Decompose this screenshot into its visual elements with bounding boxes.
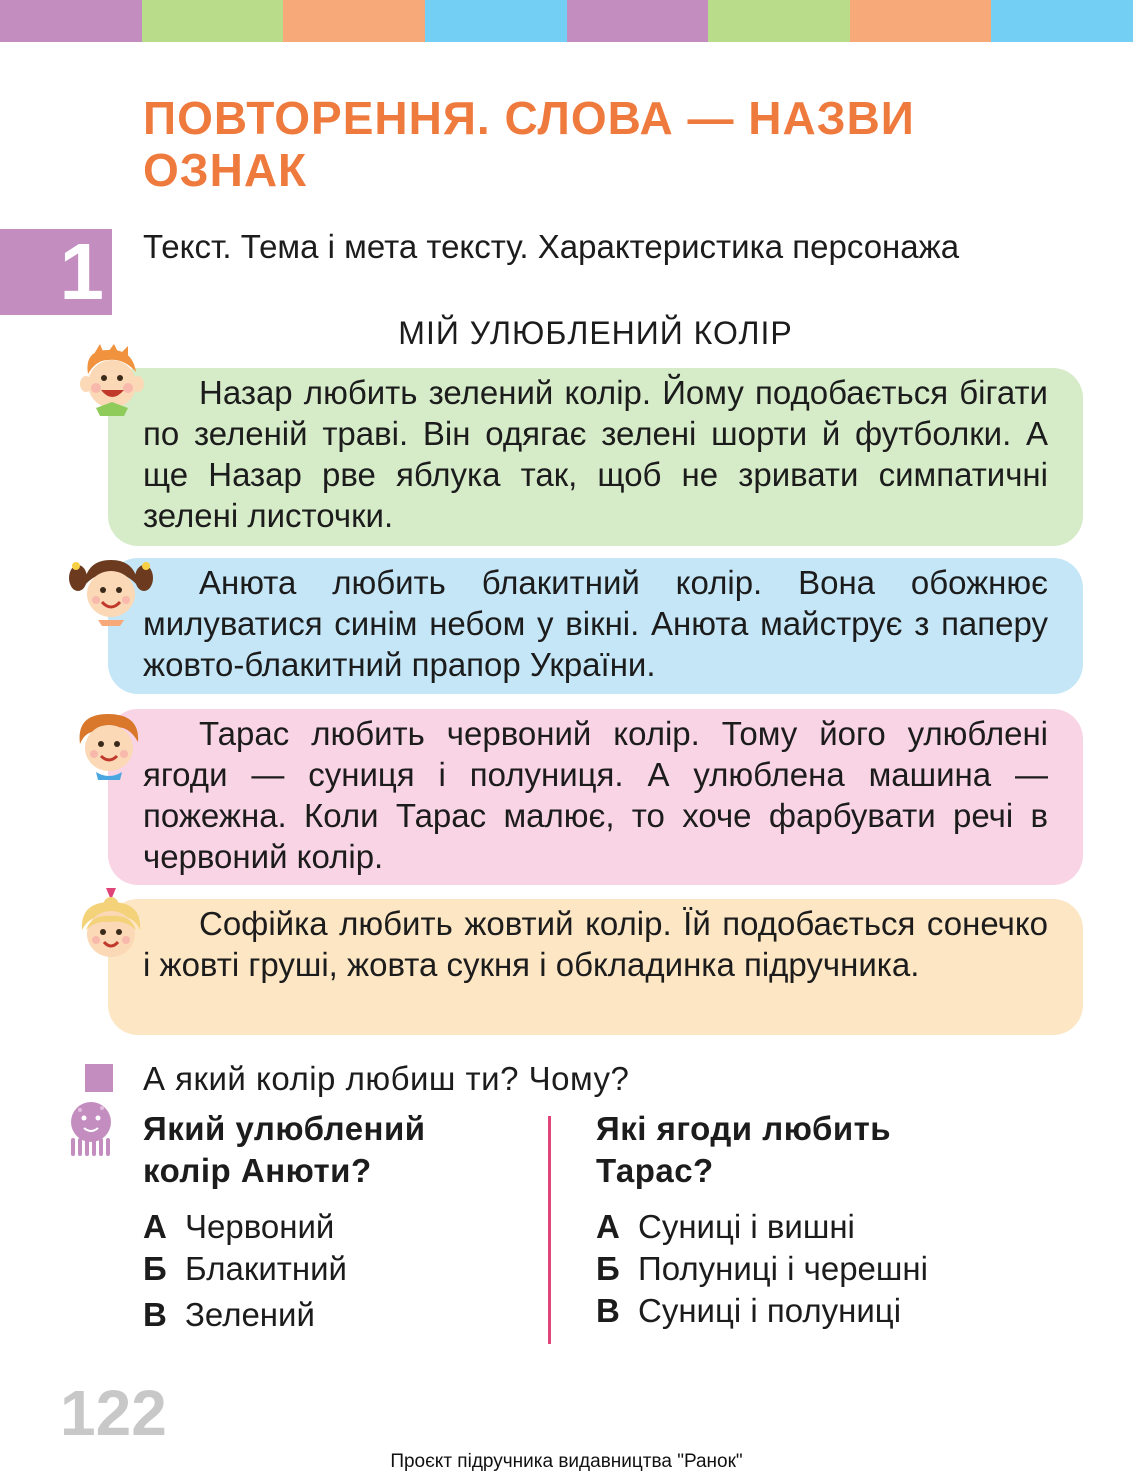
story-title: МІЙ УЛЮБЛЕНИЙ КОЛІР bbox=[398, 315, 793, 351]
option-letter: А bbox=[596, 1208, 620, 1245]
quiz-right-option-a[interactable] bbox=[596, 1206, 928, 1248]
blonde-girl-face-icon bbox=[76, 884, 146, 964]
title-line-1: ПОВТОРЕННЯ. СЛОВА — НАЗВИ bbox=[143, 92, 915, 144]
stripe-segment bbox=[425, 0, 567, 42]
question-bullet bbox=[85, 1064, 113, 1092]
option-letter: Б bbox=[143, 1250, 167, 1287]
quiz-left-question-line-2: колір Анюти? bbox=[143, 1152, 372, 1189]
stripe-segment bbox=[0, 0, 142, 42]
quiz-left-option-a[interactable] bbox=[143, 1206, 426, 1248]
option-letter: В bbox=[143, 1296, 167, 1333]
story-card-taras bbox=[108, 709, 1083, 885]
stripe-segment bbox=[567, 0, 709, 42]
quiz-left bbox=[143, 1108, 426, 1336]
stripe-segment bbox=[991, 0, 1133, 42]
story-paragraph-anyuta: Анюта любить блакитний колір. Вона обожнює милуватися синім небом у вікні. Анюта майструє з паперу жовто-блакитний прапор України. bbox=[143, 564, 1048, 683]
stripe-segment bbox=[708, 0, 850, 42]
boy-face-icon bbox=[74, 344, 150, 418]
stripe-segment bbox=[142, 0, 284, 42]
stripe-segment bbox=[283, 0, 425, 42]
lesson-subtitle: Текст. Тема і мета тексту. Характеристика персонажа bbox=[143, 228, 960, 265]
boy-face-icon bbox=[72, 710, 146, 782]
lesson-number-badge bbox=[0, 229, 112, 315]
option-letter: В bbox=[596, 1292, 620, 1329]
quiz-left-option-b[interactable] bbox=[143, 1248, 426, 1290]
option-text: Суниці і полуниці bbox=[638, 1292, 902, 1329]
story-card-nazar bbox=[108, 368, 1083, 546]
title-line-2: ОЗНАК bbox=[143, 144, 308, 196]
option-letter: А bbox=[143, 1208, 167, 1245]
column-divider bbox=[548, 1116, 551, 1344]
lesson-number: 1 bbox=[59, 227, 104, 316]
quiz-left-option-c[interactable] bbox=[143, 1294, 426, 1336]
option-text: Суниці і вишні bbox=[638, 1208, 855, 1245]
story-paragraph-nazar: Назар любить зелений колір. Йому подобається бігати по зеленій траві. Він одягає зелені шорти й футболки. А ще Назар рве яблука так, щоб не зривати симпатичні зелені листочки. bbox=[143, 374, 1048, 534]
page-title bbox=[143, 92, 1043, 196]
discussion-question: А який колір любиш ти? Чому? bbox=[143, 1060, 630, 1097]
quiz-left-question bbox=[143, 1108, 426, 1192]
quiz-right-question-line-1: Які ягоди любить bbox=[596, 1110, 892, 1147]
quiz-left-question-line-1: Який улюблений bbox=[143, 1110, 426, 1147]
option-text: Полуниці і черешні bbox=[638, 1250, 928, 1287]
option-text: Блакитний bbox=[185, 1250, 347, 1287]
story-paragraph-sofiyka: Софійка любить жовтий колір. Їй подобається сонечко і жовті груші, жовта сукня і обкладинка підручника. bbox=[143, 905, 1048, 983]
quiz-right bbox=[596, 1108, 928, 1332]
quiz-right-option-b[interactable] bbox=[596, 1248, 928, 1290]
option-text: Червоний bbox=[185, 1208, 335, 1245]
quiz-right-option-c[interactable] bbox=[596, 1290, 928, 1332]
publisher-footer: Проєкт підручника видавництва "Ранок" bbox=[390, 1451, 743, 1472]
story-card-sofiyka bbox=[108, 899, 1083, 1035]
girl-with-pigtails-face-icon bbox=[66, 556, 156, 630]
stripe-segment bbox=[850, 0, 992, 42]
octopus-icon bbox=[66, 1100, 116, 1158]
story-card-anyuta bbox=[108, 558, 1083, 694]
story-paragraph-taras: Тарас любить червоний колір. Тому його улюблені ягоди — суниця і полуниця. А улюблена машина — пожежна. Коли Тарас малює, то хоче фарбувати речі в червоний колір. bbox=[143, 715, 1048, 875]
quiz-right-question bbox=[596, 1108, 928, 1192]
page-number: 122 bbox=[60, 1377, 167, 1449]
quiz-right-question-line-2: Тарас? bbox=[596, 1152, 714, 1189]
option-letter: Б bbox=[596, 1250, 620, 1287]
color-stripe-bar bbox=[0, 0, 1133, 42]
option-text: Зелений bbox=[185, 1296, 315, 1333]
